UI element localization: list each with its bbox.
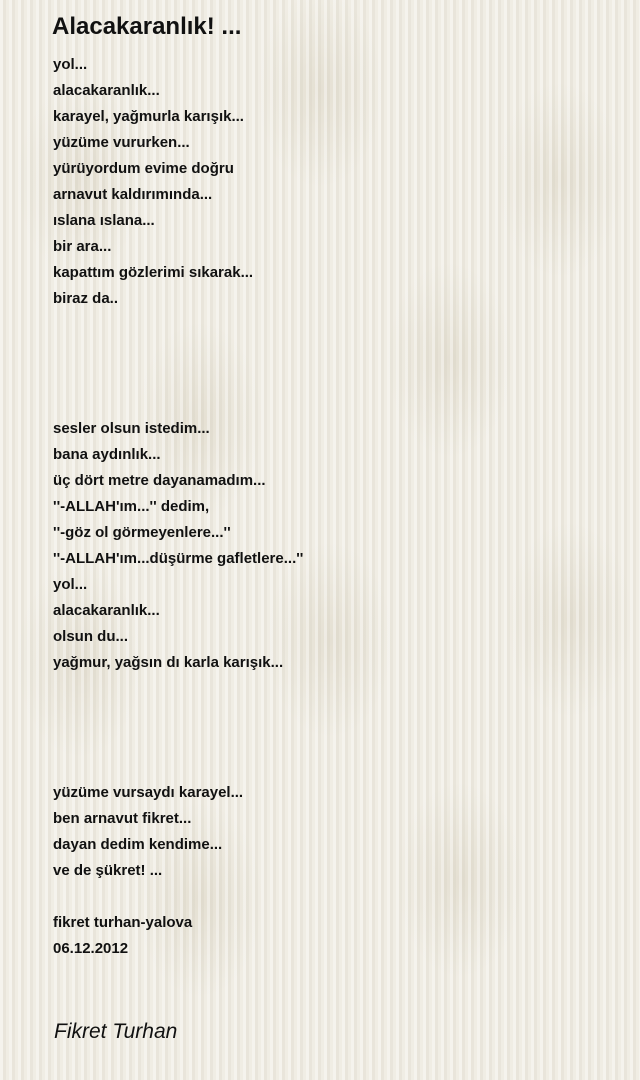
poem-line: yüzüme vursaydı karayel...: [53, 784, 244, 801]
poem-line: sesler olsun istedim...: [53, 420, 210, 437]
poem-line: bir ara...: [53, 238, 112, 255]
poem-date-line: 06.12.2012: [53, 940, 129, 957]
poem-line: ıslana ıslana...: [53, 212, 155, 229]
poem-line: yürüyordum evime doğru: [53, 160, 234, 177]
poem-blank-line: [53, 312, 613, 338]
poem-line: üç dört metre dayanamadım...: [53, 472, 266, 489]
poem-line: yol...: [53, 56, 88, 73]
poem-blank-line: [53, 364, 613, 390]
poem-line: karayel, yağmurla karışık...: [53, 108, 244, 125]
poem-line: arnavut kaldırımında...: [53, 186, 213, 203]
poem-line: ''-göz ol görmeyenlere...'': [53, 524, 231, 541]
poem-blank-line: [53, 702, 613, 728]
poem-line: biraz da..: [53, 290, 119, 307]
poem-blank-line: [53, 884, 613, 910]
poem-title: Alacakaranlık! ...: [52, 13, 242, 40]
poem-line: alacakaranlık...: [53, 82, 160, 99]
poem-blank-line: [53, 390, 613, 416]
poem-line: ''-ALLAH'ım...düşürme gafletlere...'': [53, 550, 304, 567]
poem-line: ve de şükret! ...: [53, 862, 163, 879]
poem-line: yol...: [53, 576, 88, 593]
poem-line: alacakaranlık...: [53, 602, 160, 619]
author-signature: Fikret Turhan: [54, 1020, 178, 1043]
poem-line: yüzüme vururken...: [53, 134, 190, 151]
poem-body: [53, 52, 613, 962]
poem-blank-line: [53, 676, 613, 702]
poem-line: yağmur, yağsın dı karla karışık...: [53, 654, 284, 671]
poem-line: ben arnavut fikret...: [53, 810, 192, 827]
poem-line: dayan dedim kendime...: [53, 836, 223, 853]
poem-line: ''-ALLAH'ım...'' dedim,: [53, 498, 210, 515]
poem-line: bana aydınlık...: [53, 446, 161, 463]
poem-line: olsun du...: [53, 628, 128, 645]
poem-place-line: fikret turhan-yalova: [53, 914, 193, 931]
poem-blank-line: [53, 754, 613, 780]
poem-blank-line: [53, 338, 613, 364]
poem-blank-line: [53, 728, 613, 754]
poem-line: kapattım gözlerimi sıkarak...: [53, 264, 254, 281]
